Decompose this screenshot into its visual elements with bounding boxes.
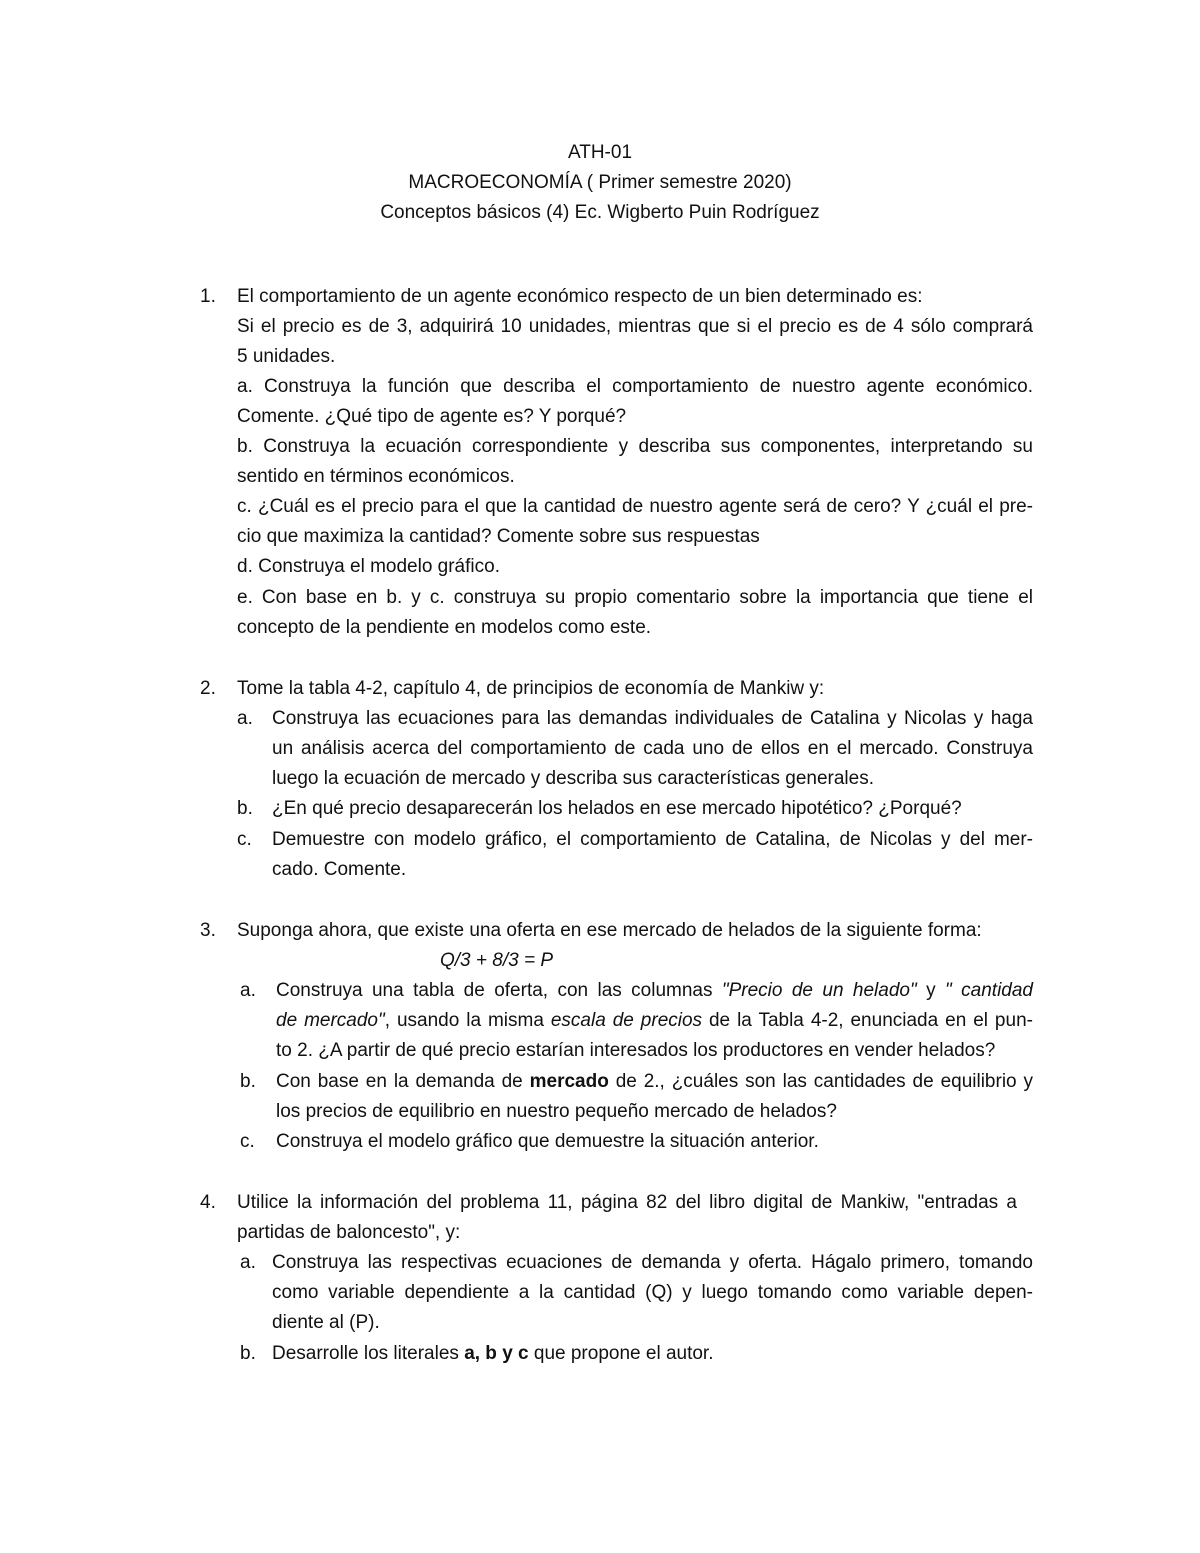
question-3-item-c-line-1: Construya el modelo gráfico que demuestre la situación anterior. — [276, 1131, 819, 1152]
question-1-item-e-line-1: e. Con base en b. y c. construya su propio comentario sobre la importancia que tiene el — [237, 587, 1033, 608]
question-4-item-a-line-2: como variable dependiente a la cantidad (Q) y luego tomando como variable depen- — [272, 1282, 1033, 1303]
question-1-item-b-line-2: sentido en términos económicos. — [237, 466, 515, 487]
question-2-item-c-line-1: Demuestre con modelo gráfico, el comportamiento de Catalina, de Nicolas y del mer- — [272, 829, 1033, 850]
question-4-item-b-line-1: Desarrolle los literales a, b y c que propone el autor. — [272, 1343, 714, 1364]
question-2-number: 2. — [200, 678, 216, 699]
question-3-line-1: Suponga ahora, que existe una oferta en ese mercado de helados de la siguiente forma: — [237, 920, 982, 941]
question-3-item-a-label: a. — [240, 980, 256, 1001]
question-2-item-a-line-1: Construya las ecuaciones para las demandas individuales de Catalina y Nicolas y haga — [272, 708, 1033, 729]
question-2-item-a-line-2: un análisis acerca del comportamiento de cada uno de ellos en el mercado. Construya — [272, 738, 1033, 759]
document-code: ATH-01 — [567, 142, 633, 163]
question-1-number: 1. — [200, 286, 216, 307]
question-4-line-1: Utilice la información del problema 11, página 82 del libro digital de Mankiw, "entradas a — [237, 1192, 1017, 1213]
question-2-item-c-label: c. — [237, 829, 252, 850]
question-3-item-a-line-2: de mercado", usando la misma escala de precios de la Tabla 4-2, enunciada en el pun- — [276, 1010, 1033, 1031]
question-2-line-1: Tome la tabla 4-2, capítulo 4, de principios de economía de Mankiw y: — [237, 678, 825, 699]
question-1-item-e-line-2: concepto de la pendiente en modelos como este. — [237, 617, 652, 638]
question-2-item-a-line-3: luego la ecuación de mercado y describa sus características generales. — [272, 768, 874, 789]
question-2-item-a-label: a. — [237, 708, 253, 729]
question-4-line-2: partidas de baloncesto", y: — [237, 1222, 461, 1243]
question-1-item-a-line-1: a. Construya la función que describa el comportamiento de nuestro agente económico. — [237, 376, 1033, 397]
question-1-line-2: Si el precio es de 3, adquirirá 10 unidades, mientras que si el precio es de 4 sólo comprará — [237, 316, 1033, 337]
question-4-number: 4. — [200, 1192, 216, 1213]
question-1-line-1: El comportamiento de un agente económico respecto de un bien determinado es: — [237, 286, 923, 307]
question-2-item-b-line-1: ¿En qué precio desaparecerán los helados en ese mercado hipotético? ¿Porqué? — [272, 798, 962, 819]
question-4-item-b-label: b. — [240, 1343, 256, 1364]
question-1-line-3: 5 unidades. — [237, 346, 336, 367]
question-4-item-a-line-3: diente al (P). — [272, 1312, 380, 1333]
question-3-item-b-line-1: Con base en la demanda de mercado de 2., ¿cuáles son las cantidades de equilibrio y — [276, 1071, 1033, 1092]
question-2-item-c-line-2: cado. Comente. — [272, 859, 407, 880]
supply-equation: Q/3 + 8/3 = P — [440, 950, 554, 971]
question-1-item-b-line-1: b. Construya la ecuación correspondiente y describa sus componentes, interpretando su — [237, 436, 1033, 457]
question-3-item-a-line-3: to 2. ¿A partir de qué precio estarían interesados los productores en vender helados? — [276, 1040, 996, 1061]
question-3-number: 3. — [200, 920, 216, 941]
question-1-item-c-line-2: cio que maximiza la cantidad? Comente sobre sus respuestas — [237, 526, 760, 547]
question-4-item-a-label: a. — [240, 1252, 256, 1273]
question-1-item-a-line-2: Comente. ¿Qué tipo de agente es? Y porqué? — [237, 406, 627, 427]
question-3-item-a-line-1: Construya una tabla de oferta, con las columnas "Precio de un helado" y " cantidad — [276, 980, 1034, 1001]
question-3-item-c-label: c. — [240, 1131, 255, 1152]
question-3-item-b-line-2: los precios de equilibrio en nuestro pequeño mercado de helados? — [276, 1101, 837, 1122]
question-3-item-b-label: b. — [240, 1071, 256, 1092]
question-2-item-b-label: b. — [237, 798, 253, 819]
document-subtitle: Conceptos básicos (4) Ec. Wigberto Puin Rodríguez — [380, 202, 820, 223]
question-1-item-d-line-1: d. Construya el modelo gráfico. — [237, 556, 500, 577]
question-1-item-c-line-1: c. ¿Cuál es el precio para el que la cantidad de nuestro agente será de cero? Y ¿cuál el pre- — [237, 496, 1033, 517]
question-4-item-a-line-1: Construya las respectivas ecuaciones de demanda y oferta. Hágalo primero, tomando — [272, 1252, 1033, 1273]
course-title: MACROECONOMÍA ( Primer semestre 2020) — [408, 172, 792, 193]
